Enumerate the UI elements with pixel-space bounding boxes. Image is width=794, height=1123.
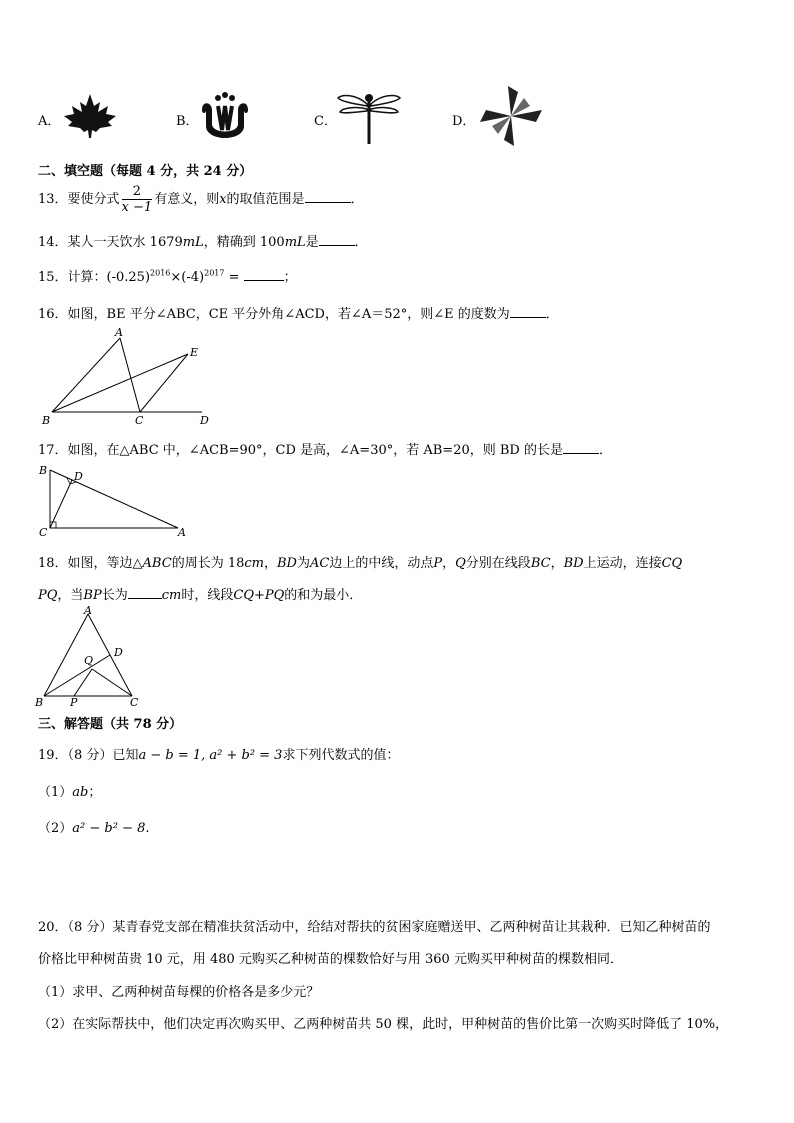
q17-figure	[36, 462, 196, 540]
q15-exp1: 2016	[150, 268, 171, 278]
q16-figure	[38, 326, 218, 430]
q17-label-c: C	[39, 526, 48, 539]
q18-bd: BD	[277, 556, 297, 571]
q17-answer-blank[interactable]	[563, 441, 599, 454]
q18-p: P	[433, 556, 443, 571]
q16-end: ．	[545, 307, 559, 322]
question-18-line1	[38, 552, 682, 571]
q18-line-cq	[92, 669, 132, 696]
question-20-line2: 价格比甲种树苗贵 10 元，用 480 元购买乙种树苗的棵数恰好与用 360 元购买甲种树苗的棵数相同．	[38, 952, 623, 967]
q19-p1-end: ；	[88, 785, 102, 800]
q19-suffix: 求下列代数式的值：	[282, 748, 400, 763]
maple-leaf-icon	[62, 92, 118, 140]
q14-text: 14．某人一天饮水 1679	[38, 235, 183, 250]
question-20-line1: 20．（8 分）某青春党支部在精准扶贫活动中，给结对帮扶的贫困家庭赠送甲、乙两种树苗让其栽种．已知乙种树苗的	[38, 920, 711, 935]
q18-cqpq: CQ+PQ	[233, 588, 285, 603]
q17-end: ．	[598, 443, 612, 458]
question-13	[38, 184, 364, 215]
option-b-letter: B．	[176, 114, 199, 129]
q18-t4: 为	[296, 556, 310, 571]
q18-bp: BP	[83, 588, 102, 603]
q19-part1	[38, 781, 101, 800]
q14-unit2: mL	[284, 235, 306, 250]
question-14	[38, 231, 368, 250]
q19-p1-expr: ab	[72, 785, 89, 800]
q18-line-ab	[44, 614, 88, 696]
q16-text: 16．如图，BE 平分∠ABC，CE 平分外角∠ACD，若∠A＝52°，则∠E 的度数为	[38, 307, 510, 322]
q18-t13: 的和为最小．	[284, 588, 363, 603]
q13-end: ．	[350, 192, 364, 207]
q13-prefix: 13．要使分式	[38, 192, 120, 207]
q18-q: Q	[455, 556, 466, 571]
q18-figure	[34, 606, 144, 710]
q17-label-d: D	[74, 470, 83, 483]
q18-ac: AC	[310, 556, 330, 571]
option-a-letter: A．	[38, 114, 61, 129]
q18-t11: 长为	[101, 588, 128, 603]
q13-var: x	[219, 192, 227, 207]
question-17	[38, 439, 612, 458]
q19-p1-label: （1）	[38, 785, 73, 800]
q20-part2: （2）在实际帮扶中，他们决定再次购买甲、乙两种树苗共 50 棵，此时，甲种树苗的售价比第一次购买时降低了 10%，	[38, 1017, 729, 1032]
q18-t2: 的周长为 18	[171, 556, 245, 571]
q18-label-p: P	[70, 696, 78, 709]
q18-label-b: B	[35, 696, 44, 709]
q20-part1: （1）求甲、乙两种树苗每棵的价格各是多少元？	[38, 985, 320, 1000]
q15-prefix: 15．计算：	[38, 270, 107, 285]
q15-answer-blank[interactable]	[244, 268, 284, 281]
q18-line-bd	[44, 655, 110, 696]
q18-bc: BC	[530, 556, 551, 571]
q15-eq: =	[224, 270, 244, 285]
q17-text: 17．如图，在△ABC 中，∠ACB=90°，CD 是高，∠A=30°，若 AB=20，则 BD 的长是	[38, 443, 563, 458]
q17-line-cd	[50, 480, 72, 528]
question-16	[38, 303, 559, 322]
q16-line-ba	[52, 338, 120, 412]
q18-pq: PQ	[38, 588, 58, 603]
q19-part2	[38, 817, 150, 836]
q16-label-b: B	[42, 414, 51, 427]
q16-label-c: C	[135, 414, 144, 427]
q18-t5: 边上的中线，动点	[329, 556, 434, 571]
q17-line-ba	[50, 470, 178, 528]
q18-line-pq	[74, 669, 92, 696]
q18-t6: ，	[442, 556, 456, 571]
q15-base2: (-4)	[181, 270, 205, 285]
q17-label-a: A	[178, 526, 186, 539]
q18-t12: 时，线段	[181, 588, 234, 603]
q18-t10: ，当	[57, 588, 84, 603]
pinwheel-icon	[478, 84, 544, 148]
q18-label-c: C	[130, 696, 139, 709]
q19-prefix: 19．（8 分）已知	[38, 748, 139, 763]
option-d-letter: D．	[452, 114, 476, 129]
q18-answer-blank[interactable]	[128, 586, 162, 599]
q19-p2-label: （2）	[38, 821, 73, 836]
option-c-letter: C．	[314, 114, 337, 129]
q16-line-be	[52, 354, 188, 412]
question-18-line2	[38, 584, 362, 603]
q15-exp2: 2017	[204, 268, 225, 278]
q15-base1: (-0.25)	[106, 270, 151, 285]
q18-t1: 18．如图，等边△	[38, 556, 143, 571]
q15-times: ×	[170, 270, 182, 285]
q16-answer-blank[interactable]	[510, 305, 546, 318]
q18-label-a: A	[84, 606, 92, 617]
q16-line-ac	[120, 338, 140, 412]
q18-t9: 上运动，连接	[583, 556, 662, 571]
q14-answer-blank[interactable]	[319, 233, 355, 246]
q14-unit1: mL	[182, 235, 204, 250]
q19-condition: a − b = 1, a² + b² = 3	[138, 748, 283, 763]
q16-label-d: D	[200, 414, 209, 427]
q14-end: ．	[354, 235, 368, 250]
question-15	[38, 266, 297, 285]
q14-tail: 是	[305, 235, 319, 250]
q18-cm: cm	[244, 556, 264, 571]
q16-label-a: A	[115, 326, 123, 339]
q13-suffix: 有意义，则	[154, 192, 220, 207]
section3-title: 三、解答题（共 78 分）	[38, 717, 183, 732]
q13-numerator: 2	[122, 184, 153, 200]
q18-cm2: cm	[161, 588, 182, 603]
q14-mid: ，精确到 100	[203, 235, 285, 250]
q17-label-b: B	[39, 464, 48, 477]
question-19	[38, 744, 399, 763]
section2-title: 二、填空题（每题 4 分，共 24 分）	[38, 164, 253, 179]
q13-tail: 的取值范围是	[226, 192, 305, 207]
q13-denominator: x −1	[121, 200, 153, 215]
dragonfly-icon	[336, 88, 402, 146]
q16-label-e: E	[190, 346, 199, 359]
q18-t8: ，	[550, 556, 564, 571]
q13-fraction	[122, 184, 153, 215]
q18-cq: CQ	[661, 556, 683, 571]
q18-label-q: Q	[84, 654, 94, 667]
q18-t7: 分别在线段	[465, 556, 531, 571]
q15-end: ；	[283, 270, 297, 285]
q18-abc: ABC	[142, 556, 172, 571]
q13-answer-blank[interactable]	[305, 190, 351, 203]
q18-label-d: D	[114, 646, 123, 659]
ornament-icon	[198, 90, 252, 144]
q19-p2-expr: a² − b² − 8	[72, 821, 146, 836]
q19-p2-end: .	[145, 821, 150, 836]
q18-t3: ，	[263, 556, 277, 571]
q16-line-ce	[140, 354, 188, 412]
q18-bd2: BD	[563, 556, 584, 571]
